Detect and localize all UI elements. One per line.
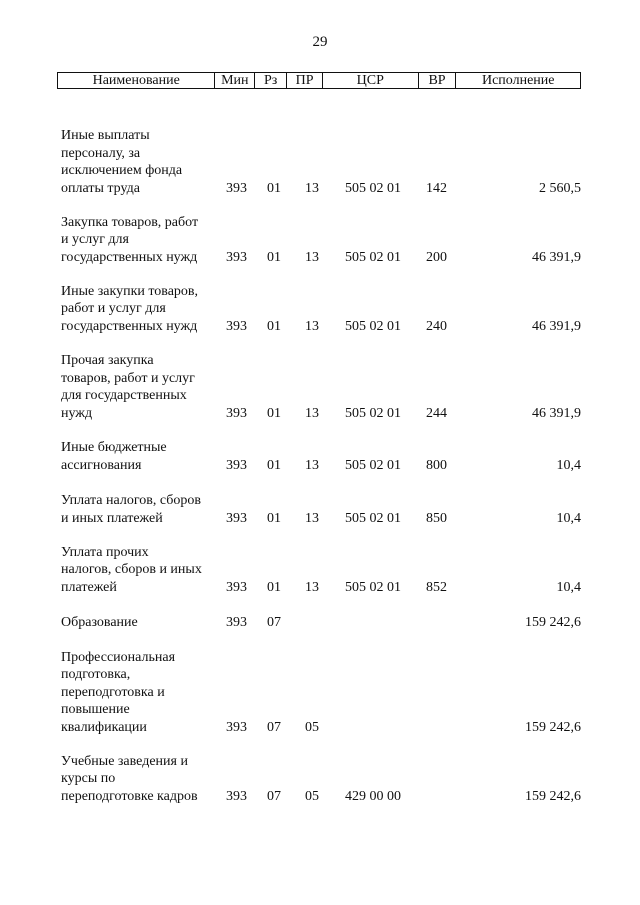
row-min: 393	[226, 318, 247, 334]
row-exec: 46 391,9	[532, 405, 581, 421]
row-csr: 505 02 01	[345, 457, 401, 473]
row-rz: 01	[267, 318, 281, 334]
header-min: Мин	[215, 73, 255, 88]
row-exec: 10,4	[556, 579, 581, 595]
row-exec: 46 391,9	[532, 318, 581, 334]
row-min: 393	[226, 180, 247, 196]
row-pr: 13	[305, 318, 319, 334]
row-csr: 505 02 01	[345, 579, 401, 595]
table-row	[57, 439, 581, 474]
row-pr: 13	[305, 180, 319, 196]
row-vr: 850	[426, 510, 447, 526]
row-name: Образование	[61, 614, 138, 630]
row-exec: 10,4	[556, 510, 581, 526]
row-rz: 01	[267, 457, 281, 473]
row-min: 393	[226, 614, 247, 630]
row-rz: 01	[267, 249, 281, 265]
header-rz: Рз	[255, 73, 287, 88]
table-header	[57, 72, 581, 89]
row-min: 393	[226, 719, 247, 735]
table-row	[57, 352, 581, 422]
row-pr: 13	[305, 405, 319, 421]
table-row	[57, 492, 581, 527]
row-vr: 240	[426, 318, 447, 334]
row-exec: 46 391,9	[532, 249, 581, 265]
row-name: Уплата прочих налогов, сборов и иных платежей	[61, 544, 202, 595]
table-row	[57, 214, 581, 266]
row-min: 393	[226, 510, 247, 526]
row-exec: 159 242,6	[525, 614, 581, 630]
row-min: 393	[226, 457, 247, 473]
row-vr: 200	[426, 249, 447, 265]
row-min: 393	[226, 405, 247, 421]
table-row	[57, 127, 581, 197]
row-rz: 07	[267, 719, 281, 735]
row-rz: 01	[267, 579, 281, 595]
row-rz: 01	[267, 180, 281, 196]
header-name: Наименование	[58, 73, 215, 88]
row-rz: 01	[267, 510, 281, 526]
row-csr: 505 02 01	[345, 318, 401, 334]
row-vr: 800	[426, 457, 447, 473]
header-pr: ПР	[287, 73, 323, 88]
row-vr: 244	[426, 405, 447, 421]
table-row	[57, 283, 581, 335]
row-name: Прочая закупка товаров, работ и услуг для государственных нужд	[61, 353, 195, 421]
row-pr: 13	[305, 249, 319, 265]
row-exec: 10,4	[556, 457, 581, 473]
row-csr: 505 02 01	[345, 249, 401, 265]
row-vr: 142	[426, 180, 447, 196]
row-csr: 505 02 01	[345, 405, 401, 421]
header-vr: ВР	[419, 73, 457, 88]
row-pr: 05	[305, 719, 319, 735]
row-min: 393	[226, 788, 247, 804]
row-vr: 852	[426, 579, 447, 595]
row-pr: 05	[305, 788, 319, 804]
header-csr: ЦСР	[323, 73, 419, 88]
table-row	[57, 544, 581, 596]
table-row	[57, 613, 581, 631]
row-csr: 429 00 00	[345, 788, 401, 804]
row-csr: 505 02 01	[345, 180, 401, 196]
row-exec: 159 242,6	[525, 719, 581, 735]
page-number: 29	[312, 34, 328, 50]
row-csr: 505 02 01	[345, 510, 401, 526]
row-pr: 13	[305, 510, 319, 526]
row-name: Профессиональная подготовка, переподготовка и повышение квалификации	[61, 649, 176, 735]
row-exec: 159 242,6	[525, 788, 581, 804]
row-name: Закупка товаров, работ и услуг для государственных нужд	[61, 214, 199, 265]
table-row	[57, 753, 581, 805]
header-exec: Исполнение	[481, 73, 555, 88]
row-name: Иные бюджетные ассигнования	[61, 440, 167, 473]
table-row	[57, 648, 581, 736]
row-name: Иные закупки товаров, работ и услуг для государственных нужд	[61, 283, 199, 334]
row-name: Иные выплаты персоналу, за исключением фонда оплаты труда	[61, 128, 183, 196]
row-name: Учебные заведения и курсы по переподготовке кадров	[61, 753, 198, 804]
row-rz: 01	[267, 405, 281, 421]
row-pr: 13	[305, 579, 319, 595]
row-exec: 2 560,5	[539, 180, 581, 196]
row-rz: 07	[267, 788, 281, 804]
row-min: 393	[226, 249, 247, 265]
budget-table	[57, 72, 581, 804]
row-min: 393	[226, 579, 247, 595]
row-pr: 13	[305, 457, 319, 473]
row-rz: 07	[267, 614, 281, 630]
row-name: Уплата налогов, сборов и иных платежей	[61, 493, 201, 526]
